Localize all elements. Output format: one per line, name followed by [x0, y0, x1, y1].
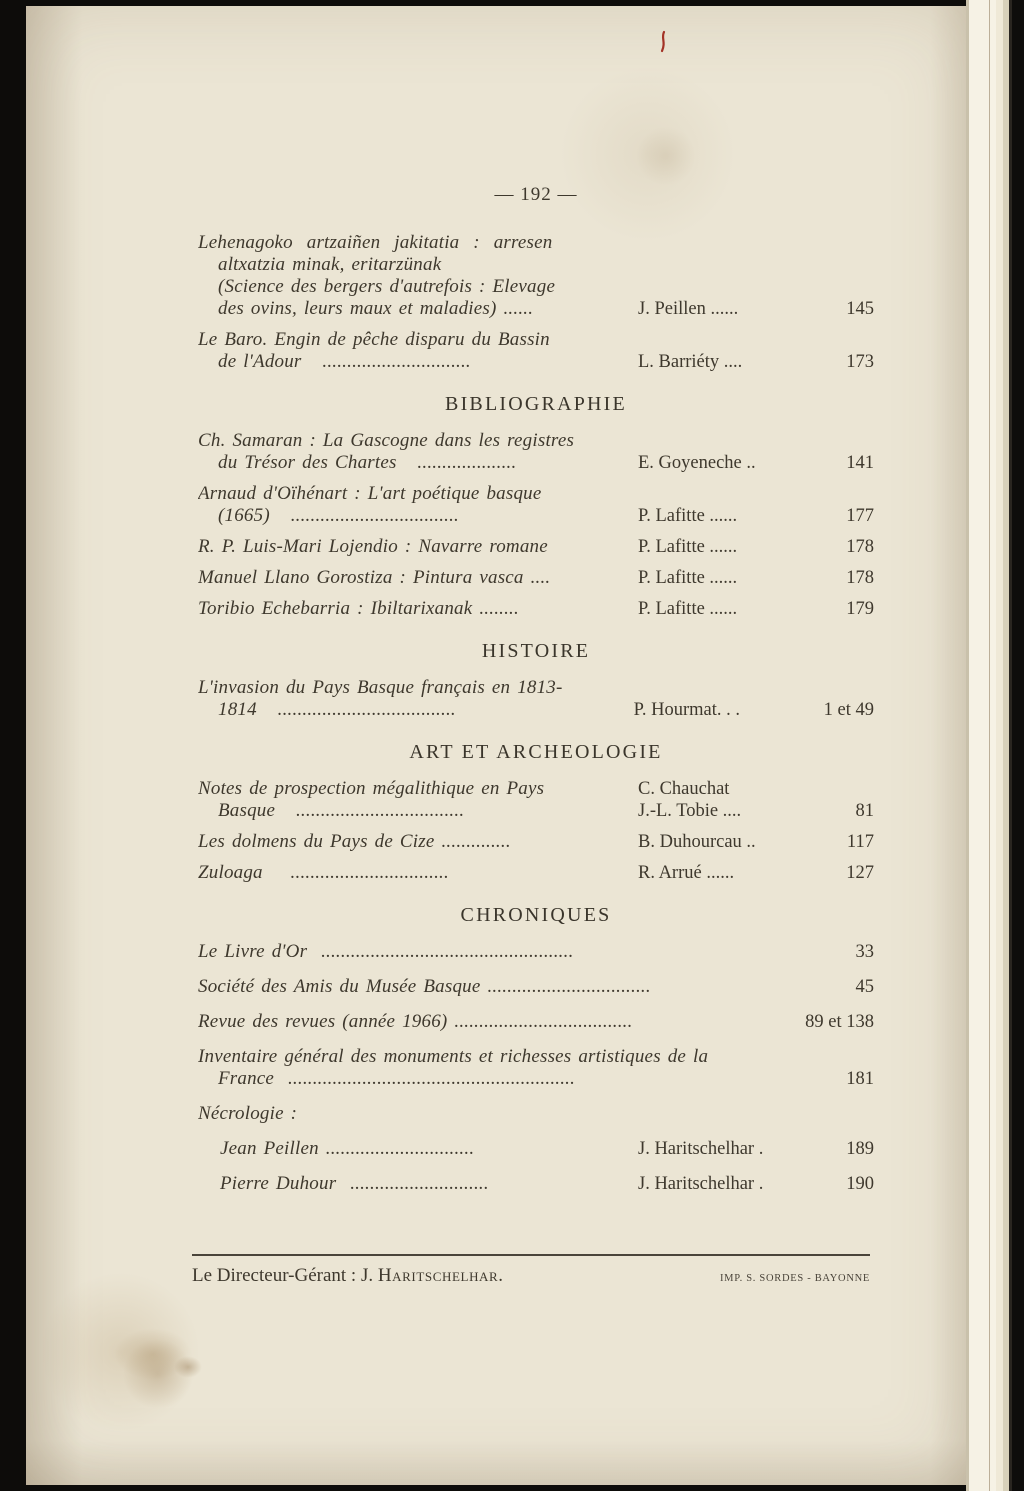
entry-title: [198, 1011, 805, 1033]
author-name: P. Hourmat. . .: [633, 700, 741, 720]
entry-page-number: 81: [855, 801, 874, 821]
entry-title: [198, 976, 828, 998]
entry-title: [198, 831, 638, 853]
entry-page-number: 190: [846, 1174, 874, 1194]
toc-entry: [198, 1138, 874, 1160]
section-heading: CHRONIQUES: [460, 904, 612, 926]
entry-title-line: Pierre Duhour ............................: [220, 1173, 489, 1194]
entry-page-number: 33: [855, 942, 874, 962]
toc-entry: [198, 1103, 874, 1125]
entry-author: [638, 1173, 828, 1195]
author-name: P. Lafitte ......: [638, 506, 738, 526]
entry-author: [638, 351, 828, 373]
page-number: — 192 —: [494, 184, 578, 205]
director-label: Le Directeur-Gérant : J.: [192, 1265, 378, 1286]
entry-author: [638, 536, 828, 558]
author-name: B. Duhourcau ..: [638, 832, 756, 852]
entry-page-number: 181: [846, 1069, 874, 1089]
toc-entry: [198, 1173, 874, 1195]
entry-title-line: Les dolmens du Pays de Cize ..............: [198, 831, 511, 852]
entry-page-number: 189: [846, 1139, 874, 1159]
entry-page-number: 89 et 138: [805, 1012, 874, 1032]
entry-page-number: 179: [846, 599, 874, 619]
author-name: P. Lafitte ......: [638, 537, 738, 557]
entry-title-line: Basque ..................................: [218, 800, 465, 821]
author-name: J. Haritschelhar .: [638, 1174, 764, 1194]
entry-title: [198, 483, 638, 527]
entry-title-line: Revue des revues (année 1966) ....................................: [198, 1011, 633, 1032]
entry-title-line: Notes de prospection mégalithique en Pays: [198, 778, 545, 799]
director-name: Haritschelhar.: [377, 1265, 504, 1286]
book-page: [26, 6, 968, 1485]
entry-title: [198, 1138, 638, 1160]
entry-title-line: Le Livre d'Or ...................................................: [198, 941, 574, 962]
entry-title: [198, 1046, 828, 1090]
entry-page-number: 178: [846, 568, 874, 588]
entry-title-line: Toribio Echebarria : Ibiltarixanak ........: [198, 598, 519, 619]
entry-title: [198, 778, 638, 822]
entry-title-line: Jean Peillen ..............................: [220, 1138, 475, 1159]
entry-title-line: Arnaud d'Oïhénart : L'art poétique basque: [198, 483, 542, 504]
entry-title-line: Nécrologie :: [198, 1103, 298, 1124]
book-fore-edge: [966, 0, 1024, 1491]
entry-title-line: L'invasion du Pays Basque français en 1813-: [198, 677, 563, 698]
entry-page-number: 141: [846, 453, 874, 473]
entry-title: [198, 567, 638, 589]
entry-title-line: Le Baro. Engin de pêche disparu du Bassin: [198, 329, 550, 350]
toc-entry: [198, 976, 874, 998]
entry-page-number: 177: [846, 506, 874, 526]
entry-title-line: Manuel Llano Gorostiza : Pintura vasca ....: [198, 567, 551, 588]
entry-page-number: 117: [846, 832, 874, 852]
section-heading: HISTOIRE: [481, 640, 591, 662]
entry-author: [638, 1138, 828, 1160]
author-name: P. Lafitte ......: [638, 599, 738, 619]
entry-title: [198, 1173, 638, 1195]
author-name: P. Lafitte ......: [638, 568, 738, 588]
entry-title-line: Zuloaga ................................: [198, 862, 449, 883]
entry-author: [638, 505, 828, 527]
entry-title: [198, 329, 638, 373]
entry-title: [198, 862, 638, 884]
entry-title-line: du Trésor des Chartes ....................: [218, 452, 517, 473]
author-name: J. Haritschelhar .: [638, 1139, 764, 1159]
toc-entry: [198, 329, 874, 373]
toc-entry: [198, 778, 874, 822]
entry-title-line: Société des Amis du Musée Basque .................................: [198, 976, 651, 997]
toc-entry: [198, 831, 874, 853]
author-name: L. Barriéty ....: [638, 352, 743, 372]
red-ink-mark: [656, 30, 670, 59]
entry-author: [638, 778, 828, 822]
entry-author: [638, 862, 828, 884]
toc-entry: [198, 677, 874, 721]
author-name: R. Arrué ......: [638, 863, 735, 883]
entry-title: [198, 536, 638, 558]
toc-entry: [198, 598, 874, 620]
entry-title-line: (1665) ..................................: [218, 505, 460, 526]
entry-page-number: 145: [846, 299, 874, 319]
entry-page-number: 45: [855, 977, 874, 997]
entry-title-line: de l'Adour ..............................: [218, 351, 471, 372]
entry-author: [638, 598, 828, 620]
entry-title-line: R. P. Luis-Mari Lojendio : Navarre romane: [198, 536, 548, 557]
entry-author: [638, 452, 828, 474]
entry-title-line: des ovins, leurs maux et maladies) ......: [218, 298, 534, 319]
entry-author: [638, 831, 828, 853]
entry-title-line: France ..........................................................: [218, 1068, 576, 1089]
entry-title-line: (Science des bergers d'autrefois : Elevage: [218, 276, 556, 297]
entry-title: [198, 598, 638, 620]
toc-entry: [198, 1011, 874, 1033]
table-of-contents: [198, 232, 874, 1195]
entry-title: [198, 941, 828, 963]
toc-entry: [198, 483, 874, 527]
toc-entry: [198, 1046, 874, 1090]
toc-entry: [198, 232, 874, 320]
entry-title-line: Inventaire général des monuments et richesses artistiques de la: [198, 1046, 709, 1067]
entry-title-line: altxatzia minak, eritarzünak: [218, 254, 442, 275]
author-name: J.-L. Tobie ....: [638, 801, 742, 821]
entry-title: [198, 430, 638, 474]
toc-entry: [198, 862, 874, 884]
entry-title-line: Ch. Samaran : La Gascogne dans les registres: [198, 430, 575, 451]
toc-entry: [198, 536, 874, 558]
paper-stain: [636, 126, 696, 186]
author-name: J. Peillen ......: [638, 299, 739, 319]
entry-author: [634, 699, 824, 721]
paper-stain: [174, 1356, 202, 1378]
section-heading: ART ET ARCHEOLOGIE: [409, 741, 663, 763]
entry-page-number: 173: [846, 352, 874, 372]
director-gerant-line: [192, 1265, 504, 1287]
toc-entry: [198, 941, 874, 963]
section-heading: BIBLIOGRAPHIE: [445, 393, 627, 415]
entry-title: [198, 1103, 828, 1125]
author-name: C. Chauchat: [638, 779, 730, 799]
toc-entry: [198, 567, 874, 589]
footer: [192, 1254, 870, 1287]
author-name: E. Goyeneche ..: [638, 453, 756, 473]
printer-imprint: IMP. S. SORDES - BAYONNE: [719, 1273, 870, 1284]
entry-title-line: Lehenagoko artzaiñen jakitatia : arresen: [198, 232, 553, 253]
entry-page-number: 1 et 49: [823, 700, 874, 720]
entry-title: [198, 232, 638, 320]
page-content: [198, 184, 874, 1208]
toc-entry: [198, 430, 874, 474]
entry-author: [638, 298, 828, 320]
entry-title: [198, 677, 634, 721]
entry-author: [638, 567, 828, 589]
entry-page-number: 178: [846, 537, 874, 557]
entry-page-number: 127: [846, 863, 874, 883]
entry-title-line: 1814 ....................................: [218, 699, 456, 720]
